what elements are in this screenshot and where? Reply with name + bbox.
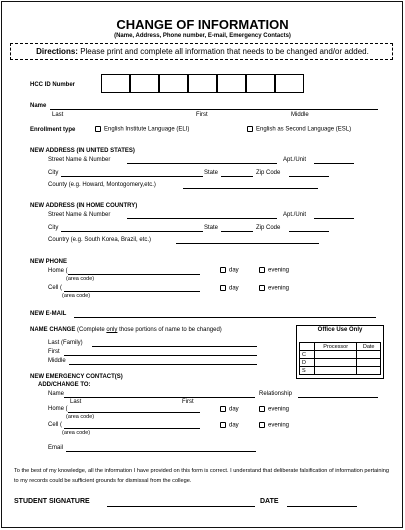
us-city-field[interactable] [61, 176, 203, 177]
day-label: day [229, 422, 239, 429]
signature-field[interactable] [107, 506, 255, 507]
checkbox[interactable] [259, 406, 265, 412]
phone-home-day[interactable] [220, 267, 239, 274]
date-field[interactable] [287, 506, 357, 507]
home-street-label: Street Name & Number [48, 212, 111, 218]
evening-label: evening [268, 267, 290, 274]
form-subtitle: (Name, Address, Phone number, E-mail, Emergency Contacts) [114, 33, 291, 39]
emergency-home-field[interactable] [68, 412, 200, 413]
eli-label: English Institute Language (ELI) [104, 126, 190, 133]
name-change-first-field[interactable] [64, 355, 257, 356]
directions-text [0, 47, 405, 56]
home-apt-field[interactable] [314, 218, 354, 219]
home-apt-label: Apt./Unit [283, 212, 307, 218]
checkbox[interactable] [95, 126, 101, 132]
office-col-date: Date [357, 343, 381, 351]
name-sub-last: Last [52, 112, 64, 118]
name-change-middle-field[interactable] [69, 364, 257, 365]
home-zip-label: Zip Code [256, 225, 281, 231]
home-country-label: Country (e.g. South Korea, Brazil, etc.) [48, 237, 152, 243]
day-label: day [229, 267, 239, 274]
emergency-home-areacode: (area code) [66, 414, 95, 420]
home-country-field[interactable] [176, 243, 319, 244]
us-county-field[interactable] [183, 188, 318, 189]
id-digit-box[interactable] [101, 74, 130, 93]
office-header-row [300, 343, 381, 351]
phone-cell-areacode: (area code) [62, 293, 91, 299]
home-state-field[interactable] [221, 231, 253, 232]
evening-label: evening [268, 285, 290, 292]
us-state-field[interactable] [221, 176, 253, 177]
day-label: day [229, 285, 239, 292]
name-change-middle-label: Middle [48, 358, 66, 364]
office-cell [357, 351, 381, 359]
office-corner-cell [300, 343, 315, 351]
office-use-title: Office Use Only [317, 327, 363, 333]
name-field[interactable] [50, 109, 378, 110]
relationship-field[interactable] [298, 397, 378, 398]
checkbox[interactable] [259, 267, 265, 273]
emergency-sub: ADD/CHANGE TO: [38, 382, 91, 388]
emergency-cell-label: Cell ( [48, 422, 63, 428]
directions-label: Directions: [36, 47, 78, 56]
office-row-label: D [300, 359, 315, 367]
checkbox[interactable] [220, 406, 226, 412]
home-zip-field[interactable] [289, 231, 329, 232]
id-digit-box[interactable] [188, 74, 217, 93]
checkbox[interactable] [259, 285, 265, 291]
office-row-label: S [300, 367, 315, 375]
office-row [300, 367, 381, 375]
id-digit-box[interactable] [217, 74, 246, 93]
emergency-heading: NEW EMERGENCY CONTACT(S) [30, 374, 123, 380]
emergency-cell-field[interactable] [64, 428, 200, 429]
id-digit-box[interactable] [130, 74, 159, 93]
home-street-field[interactable] [127, 218, 277, 219]
us-apt-field[interactable] [314, 163, 354, 164]
us-city-label: City [48, 170, 59, 176]
id-digit-box[interactable] [275, 74, 304, 93]
emergency-cell-evening[interactable] [259, 422, 289, 429]
name-change-only: only [106, 327, 118, 333]
phone-home-areacode: (area code) [66, 276, 95, 282]
checkbox[interactable] [259, 422, 265, 428]
form-title: CHANGE OF INFORMATION [116, 17, 289, 32]
office-col-processor: Processor [315, 343, 357, 351]
home-city-field[interactable] [61, 231, 203, 232]
checkbox[interactable] [247, 126, 253, 132]
us-street-label: Street Name & Number [48, 157, 111, 163]
office-cell [357, 359, 381, 367]
esl-label: English as Second Language (ESL) [256, 126, 352, 133]
signature-label: STUDENT SIGNATURE [14, 498, 90, 505]
name-change-note-a: (Complete [77, 327, 105, 333]
emergency-cell-areacode: (area code) [62, 430, 91, 436]
name-change-last-field[interactable] [92, 346, 257, 347]
id-digit-box[interactable] [159, 74, 188, 93]
name-change-last-label: Last (Family) [48, 340, 83, 346]
checkbox[interactable] [220, 267, 226, 273]
us-zip-field[interactable] [289, 176, 329, 177]
emergency-home-evening[interactable] [259, 406, 289, 413]
emergency-home-label: Home ( [48, 406, 68, 412]
phone-cell-day[interactable] [220, 285, 239, 292]
name-sub-middle: Middle [291, 112, 309, 118]
date-label: DATE [260, 498, 279, 505]
name-sub-first: First [196, 112, 208, 118]
phone-cell-evening[interactable] [259, 285, 289, 292]
email-field[interactable] [74, 317, 376, 318]
name-change-heading [30, 327, 222, 333]
office-cell [315, 351, 357, 359]
office-use-table [299, 342, 381, 375]
emergency-cell-day[interactable] [220, 422, 239, 429]
evening-label: evening [268, 406, 290, 413]
enrollment-option-esl[interactable] [247, 126, 351, 133]
id-digit-box[interactable] [246, 74, 275, 93]
directions-body: Please print and complete all information that needs to be changed and/or added. [80, 47, 369, 56]
office-cell [357, 367, 381, 375]
us-address-heading: NEW ADDRESS (IN UNITED STATES) [30, 148, 135, 154]
phone-home-evening[interactable] [259, 267, 289, 274]
us-county-label: County (e.g. Howard, Montogomery,etc.) [48, 182, 156, 188]
hcc-id-label: HCC ID Number [30, 82, 76, 88]
enrollment-label: Enrollment type [30, 127, 76, 133]
relationship-label: Relationship [259, 391, 293, 397]
name-change-first-label: First [48, 349, 60, 355]
office-cell [315, 359, 357, 367]
day-label: day [229, 406, 239, 413]
us-street-field[interactable] [127, 163, 277, 164]
phone-heading: NEW PHONE [30, 259, 68, 265]
home-address-heading: NEW ADDRESS (IN HOME COUNTRY) [30, 203, 138, 209]
evening-label: evening [268, 422, 290, 429]
home-city-label: City [48, 225, 59, 231]
office-cell [315, 367, 357, 375]
emergency-email-label: Email [48, 445, 64, 451]
emergency-email-field[interactable] [66, 451, 256, 452]
us-apt-label: Apt./Unit [283, 157, 307, 163]
emergency-last-sub: Last [70, 399, 82, 405]
name-label: Name [30, 103, 47, 109]
home-state-label: State [204, 225, 219, 231]
certification-statement: To the best of my knowledge, all the information I have provided on this form is correct. I understand that deliberate falsification of information pertaining to my records could be sufficient grounds for dismissal from the college. [14, 468, 389, 484]
us-zip-label: Zip Code [256, 170, 281, 176]
emergency-first-sub: First [182, 399, 194, 405]
emergency-name-field[interactable] [64, 397, 255, 398]
office-row-label: C [300, 351, 315, 359]
emergency-home-day[interactable] [220, 406, 239, 413]
emergency-name-label: Name [48, 391, 65, 397]
phone-home-field[interactable] [68, 274, 200, 275]
enrollment-option-eli[interactable] [95, 126, 189, 133]
email-heading: NEW E-MAIL [30, 311, 67, 317]
us-state-label: State [204, 170, 219, 176]
checkbox[interactable] [220, 422, 226, 428]
phone-cell-field[interactable] [64, 291, 200, 292]
office-row [300, 351, 381, 359]
office-row [300, 359, 381, 367]
phone-home-label: Home ( [48, 268, 68, 274]
phone-cell-label: Cell ( [48, 285, 63, 291]
checkbox[interactable] [220, 285, 226, 291]
name-change-title: NAME CHANGE [30, 327, 76, 333]
name-change-note-b: those portions of name to be changed) [119, 327, 222, 333]
